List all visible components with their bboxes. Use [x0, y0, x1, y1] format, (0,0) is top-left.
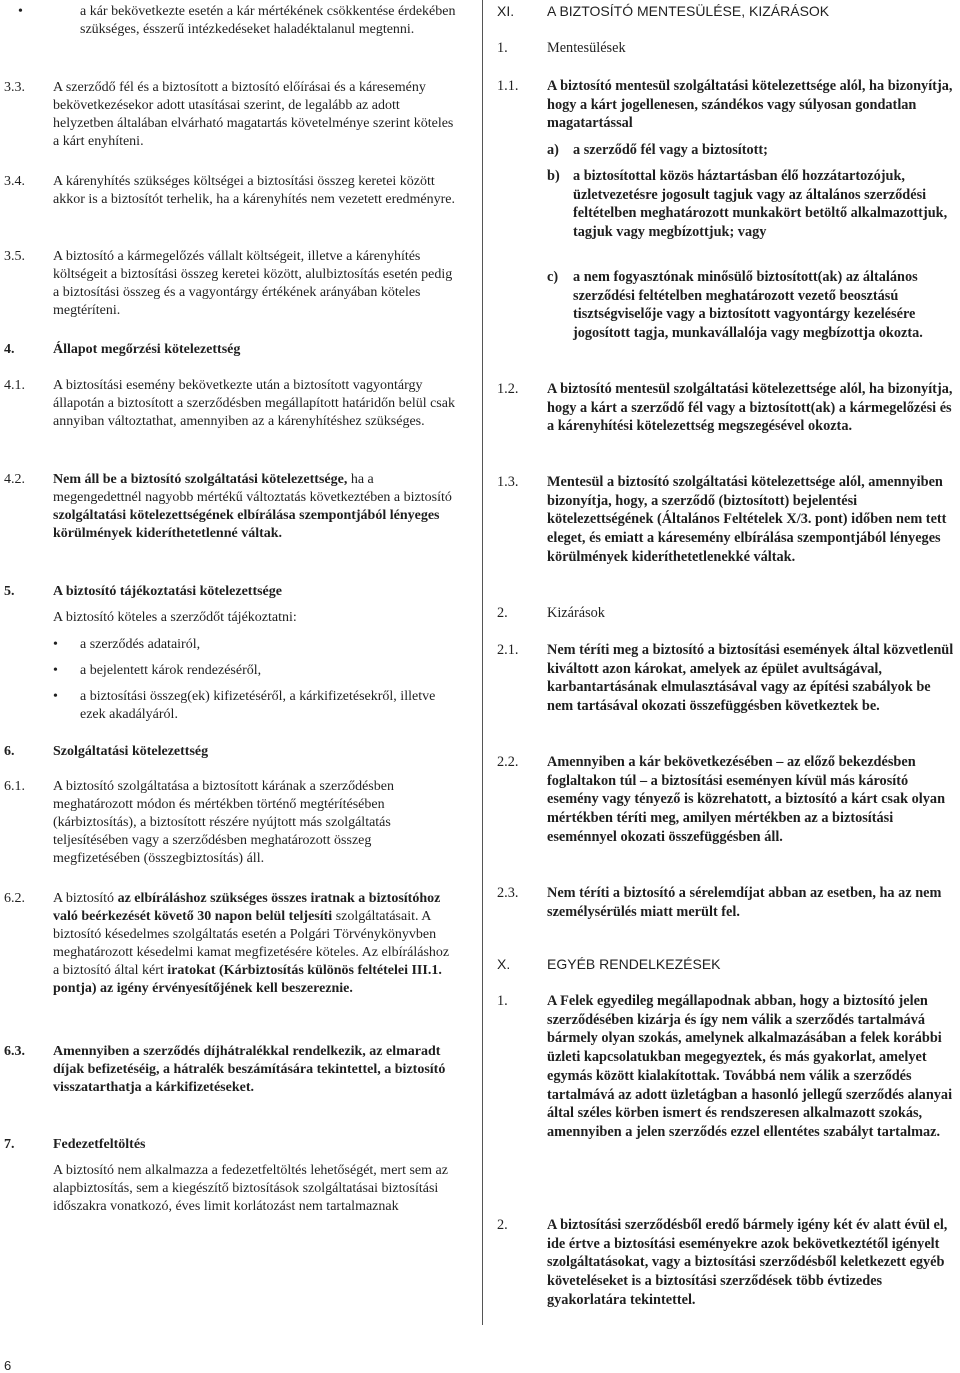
- bullet-icon: •: [53, 689, 58, 704]
- bullet-icon: •: [53, 637, 58, 652]
- bullet-icon: •: [53, 663, 58, 678]
- column-divider: [482, 0, 483, 1325]
- bullet-icon: •: [18, 4, 23, 19]
- page-number: 6: [4, 1358, 12, 1373]
